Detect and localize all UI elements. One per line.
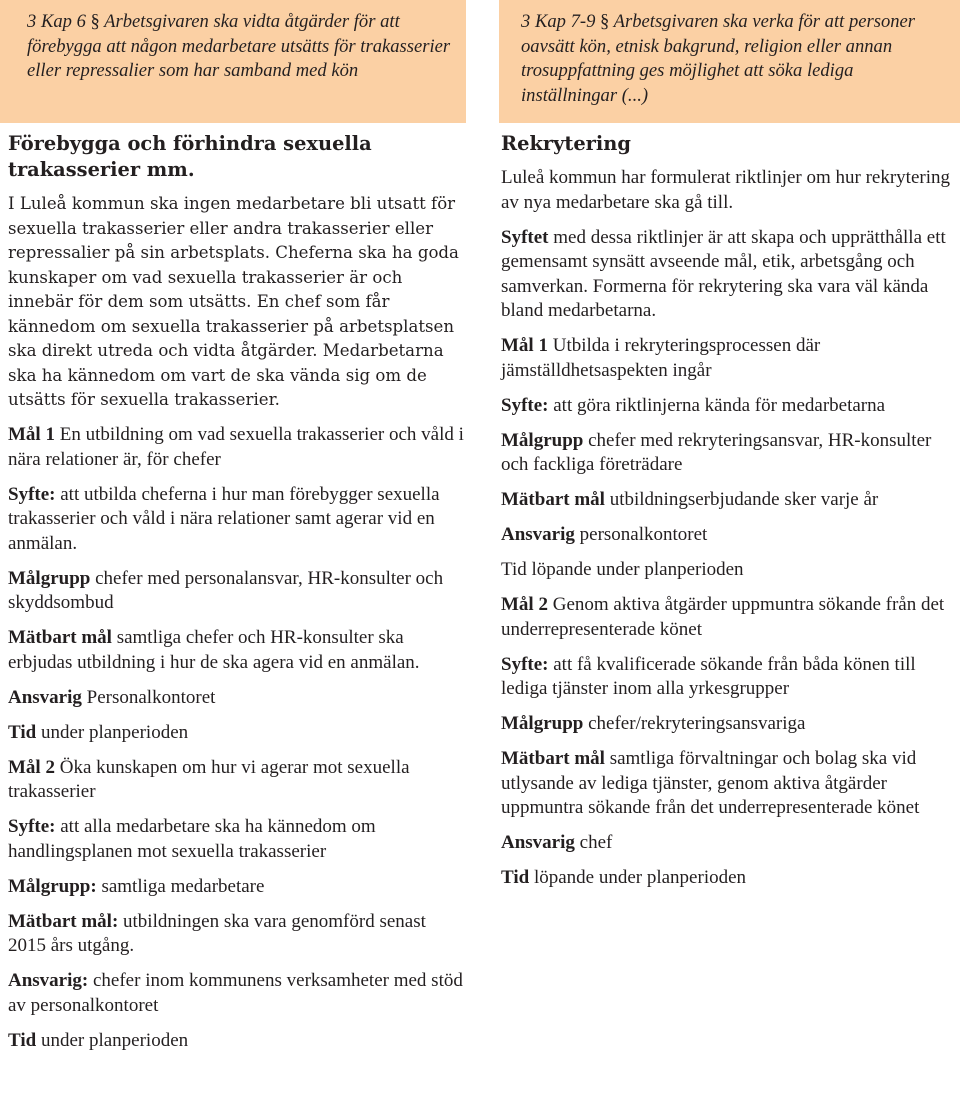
left-banner-text: Arbetsgivaren ska vidta åtgärder för att förebygga att någon medarbetare utsätts för trakasserier eller repressalier som har samband med kön	[27, 11, 451, 82]
right-banner-prefix: 3 Kap 7-9	[521, 11, 596, 32]
right-banner-text: Arbetsgivaren ska verka för att personer oavsätt kön, etnisk bakgrund, religion eller annan trosuppfattning ges möjlighet att söka lediga inställningar (...)	[521, 11, 916, 107]
item-text: chefer med rekryteringsansvar, HR-konsulter och fackliga företrädare	[501, 429, 932, 475]
item-text: Personalkontoret	[81, 686, 216, 708]
right-items	[501, 226, 960, 891]
left-items	[8, 423, 466, 1053]
item-text: chefer/rekryteringsansvariga	[583, 713, 806, 734]
right-item	[501, 712, 960, 737]
item-text: utbildningen ska vara genomförd senast 2015 års utgång.	[8, 910, 426, 956]
item-text: samtliga chefer och HR-konsulter ska erbjudas utbildning i hur de ska agera vid en anmälan.	[8, 627, 420, 673]
item-text: Öka kunskapen om hur vi agerar mot sexuella trakasserier	[8, 756, 410, 802]
item-label: Målgrupp	[501, 713, 584, 734]
left-item	[8, 423, 466, 472]
item-text: En utbildning om vad sexuella trakasserier och våld i nära relationer är, för chefer	[8, 424, 464, 470]
item-text: att utbilda cheferna i hur man förebygger sexuella trakasserier och våld i nära relationer samt agerar vid en anmälan.	[8, 483, 440, 554]
item-label: Syfte:	[8, 483, 56, 505]
right-item	[501, 394, 960, 419]
left-column	[0, 0, 466, 1064]
item-text: Utbilda i rekryteringsprocessen där jämställdhetsaspekten ingår	[501, 335, 821, 381]
right-item	[501, 831, 960, 856]
right-item	[501, 226, 960, 324]
left-item	[8, 626, 466, 675]
left-item	[8, 756, 466, 805]
left-intro: I Luleå kommun ska ingen medarbetare bli utsatt för sexuella trakasserier eller andra trakasserier eller repressalier på sin arbetsplats. Cheferna ska ha goda kunskaper om vad sexuella trakasserier är och innebär för dem som utsätts. En chef som får kännedom om sexuella trakasserier på arbetsplatsen ska direkt utreda och vidta åtgärder. Medarbetarna ska ha kännedom om vart de ska vända sig om de utsätts för sexuella trakasserier.	[8, 194, 459, 409]
right-item	[501, 488, 960, 513]
right-law-banner	[499, 0, 960, 123]
item-text: Genom aktiva åtgärder uppmuntra sökande från det underrepresenterade könet	[501, 594, 945, 640]
right-body	[499, 131, 960, 891]
item-label: Mätbart mål	[8, 627, 112, 648]
item-text: samtliga förvaltningar och bolag ska vid utlysande av lediga tjänster, genom aktiva åtgärder uppmuntra sökande från det underrepresenterade könet	[501, 748, 920, 818]
left-item	[8, 969, 466, 1018]
right-item	[501, 523, 960, 548]
left-item	[8, 875, 466, 900]
item-label: Ansvarig	[501, 832, 575, 853]
left-item	[8, 686, 466, 711]
right-banner-section-sign: §	[600, 11, 610, 32]
left-item	[8, 815, 466, 864]
item-label: Tid	[8, 1029, 37, 1051]
item-label: Ansvarig	[501, 524, 575, 545]
right-heading: Rekrytering	[501, 132, 631, 155]
item-label: Tid	[501, 867, 530, 888]
right-item	[501, 558, 960, 583]
item-label: Målgrupp:	[8, 875, 97, 897]
item-text: chefer med personalansvar, HR-konsulter och skyddsombud	[8, 567, 444, 613]
item-label: Syfte:	[501, 653, 549, 675]
item-label: Målgrupp	[501, 429, 584, 451]
right-item	[501, 747, 960, 821]
right-item	[501, 653, 960, 702]
left-banner-section-sign: §	[90, 11, 100, 32]
item-text: personalkontoret	[574, 524, 708, 545]
item-text: att alla medarbetare ska ha kännedom om handlingsplanen mot sexuella trakasserier	[8, 816, 376, 862]
right-intro: Luleå kommun har formulerat riktlinjer om hur rekrytering av nya medarbetare ska gå till.	[501, 167, 950, 213]
item-label: Syfte:	[8, 816, 56, 837]
left-item	[8, 567, 466, 616]
item-label: Tid	[8, 721, 37, 743]
left-item	[8, 483, 466, 557]
right-item	[501, 593, 960, 642]
item-label: Målgrupp	[8, 567, 91, 589]
left-body	[0, 131, 466, 1053]
right-column	[499, 0, 960, 901]
left-item	[8, 1029, 466, 1054]
item-label: Mål 1	[501, 335, 548, 356]
left-banner-prefix: 3 Kap 6	[27, 11, 86, 32]
item-text: löpande under planperioden	[529, 867, 747, 888]
item-label: Mål 1	[8, 424, 55, 445]
item-label: Mål 2	[501, 594, 548, 615]
item-text: utbildningserbjudande sker varje år	[604, 489, 879, 510]
item-label: Ansvarig	[8, 686, 82, 708]
item-text: att göra riktlinjerna kända för medarbetarna	[548, 394, 886, 416]
item-label: Syfte:	[501, 394, 549, 416]
right-item	[501, 866, 960, 891]
item-label: Mätbart mål	[501, 489, 605, 510]
right-item	[501, 334, 960, 383]
item-text: under planperioden	[36, 1029, 189, 1051]
left-item	[8, 910, 466, 959]
item-label: Syftet	[501, 226, 549, 248]
item-text: chefer inom kommunens verksamheter med stöd av personalkontoret	[8, 970, 463, 1016]
right-item	[501, 429, 960, 478]
item-label: Ansvarig:	[8, 970, 89, 991]
item-label: Mål 2	[8, 756, 55, 778]
item-text: Tid löpande under planperioden	[501, 559, 744, 580]
item-text: chef	[574, 832, 613, 853]
left-heading: Förebygga och förhindra sexuella trakasserier mm.	[8, 132, 372, 181]
item-text: med dessa riktlinjer är att skapa och upprätthålla ett gemensamt synsätt avseende mål, etik, arbetsgång och samverkan. Formerna för rekrytering ska vara väl kända bland medarbetarna.	[501, 226, 946, 321]
item-text: under planperioden	[36, 721, 189, 743]
item-text: samtliga medarbetare	[96, 875, 265, 897]
item-label: Mätbart mål:	[8, 910, 119, 932]
left-law-banner	[0, 0, 466, 123]
left-item	[8, 721, 466, 746]
item-label: Mätbart mål	[501, 748, 605, 769]
item-text: att få kvalificerade sökande från båda könen till lediga tjänster inom alla yrkesgrupper	[501, 653, 916, 699]
